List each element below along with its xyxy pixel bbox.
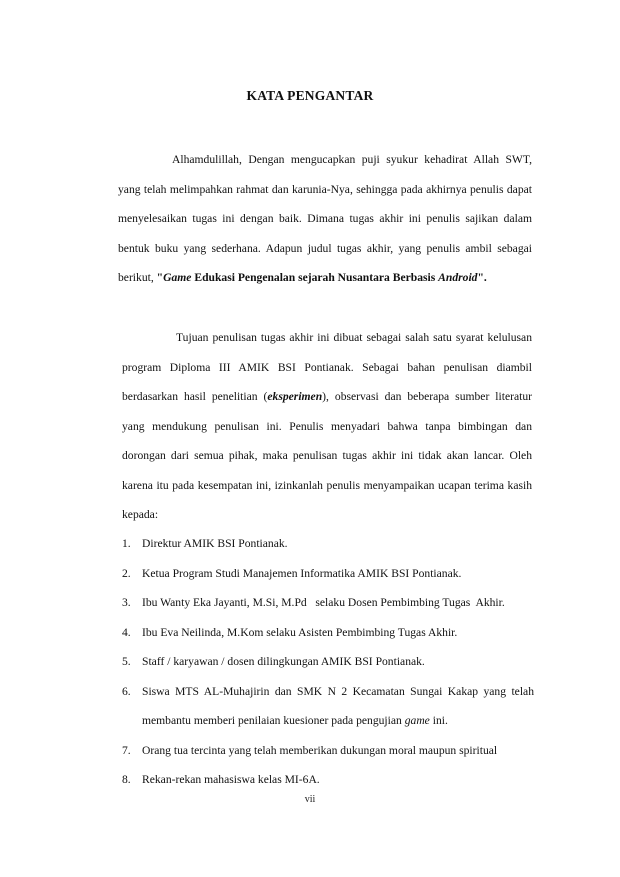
thesis-title-game: Game <box>163 271 192 284</box>
list-item-game-term: game <box>404 714 430 727</box>
page-title: KATA PENGANTAR <box>246 88 374 103</box>
intro-paragraph <box>118 145 532 293</box>
list-item-text: Siswa MTS AL-Muhajirin dan SMK N 2 Kecamatan Sungai Kakap yang telah membantu memberi penilaian kuesioner pada pengujian <box>142 684 534 727</box>
list-item <box>122 618 542 648</box>
list-item-number: 2. <box>122 566 131 580</box>
list-item-number: 6. <box>122 684 131 698</box>
list-item-text-end: ini. <box>429 714 448 727</box>
list-item-text: Ketua Program Studi Manajemen Informatika AMIK BSI Pontianak. <box>142 566 462 580</box>
intro-paragraph-text: Alhamdulillah, Dengan mengucapkan puji syukur kehadirat Allah SWT, yang telah melimpahkan rahmat dan karunia-Nya, sehingga pada akhirnya penulis dapat menyelesaikan tugas ini dengan baik. Dimana tugas akhir ini penulis sajikan dalam bentuk buku yang sederhana. Adapun judul tugas akhir, yang penulis ambil sebagai berikut, <box>118 153 532 284</box>
purpose-paragraph-text-a: Tujuan penulisan tugas akhir ini dibuat sebagai salah satu syarat kelulusan program Diploma III AMIK BSI Pontianak. Sebagai bahan penulisan diambil berdasarkan hasil penelitian ( <box>122 331 532 403</box>
list-item <box>122 736 542 766</box>
thesis-title-android: Android <box>438 271 478 284</box>
list-item-text: Rekan-rekan mahasiswa kelas MI-6A. <box>142 773 320 786</box>
list-item <box>122 559 542 589</box>
thesis-title-quote-close: ". <box>477 271 487 284</box>
thesis-title-middle: Edukasi Pengenalan sejarah Nusantara Berbasis <box>191 271 439 284</box>
list-item-number: 3. <box>122 596 131 609</box>
list-item-number: 5. <box>122 655 131 668</box>
purpose-paragraph <box>122 323 532 530</box>
list-item <box>122 677 542 736</box>
eksperimen-term: eksperimen <box>267 390 323 403</box>
list-item <box>122 588 542 618</box>
page-number: vii <box>304 794 316 805</box>
list-item-text: Direktur AMIK BSI Pontianak. <box>142 537 288 550</box>
purpose-paragraph-text-b: ), observasi dan beberapa sumber literatur yang mendukung penulisan ini. Penulis menyadari bahwa tanpa bimbingan dan dorongan dari semua pihak, maka penulisan tugas akhir ini tidak akan lancar. Oleh karena itu pada kesempatan ini, izinkanlah penulis menyampaikan ucapan terima kasih kepada: <box>122 390 532 521</box>
list-item-text: Staff / karyawan / dosen dilingkungan AMIK BSI Pontianak. <box>142 655 425 668</box>
acknowledgement-list <box>122 529 542 795</box>
list-item-number: 7. <box>122 743 131 757</box>
list-item-text: Ibu Eva Neilinda, M.Kom selaku Asisten Pembimbing Tugas Akhir. <box>142 625 458 639</box>
list-item <box>122 765 542 795</box>
thesis-title-quote-open: " <box>156 271 164 284</box>
list-item-number: 4. <box>122 625 131 639</box>
list-item-number: 8. <box>122 773 131 786</box>
list-item-text: Ibu Wanty Eka Jayanti, M.Si, M.Pd selaku Dosen Pembimbing Tugas Akhir. <box>142 596 505 609</box>
list-item <box>122 647 542 677</box>
list-item-number: 1. <box>122 537 131 550</box>
list-item-text: Orang tua tercinta yang telah memberikan dukungan moral maupun spiritual <box>142 743 498 757</box>
list-item <box>122 529 542 559</box>
